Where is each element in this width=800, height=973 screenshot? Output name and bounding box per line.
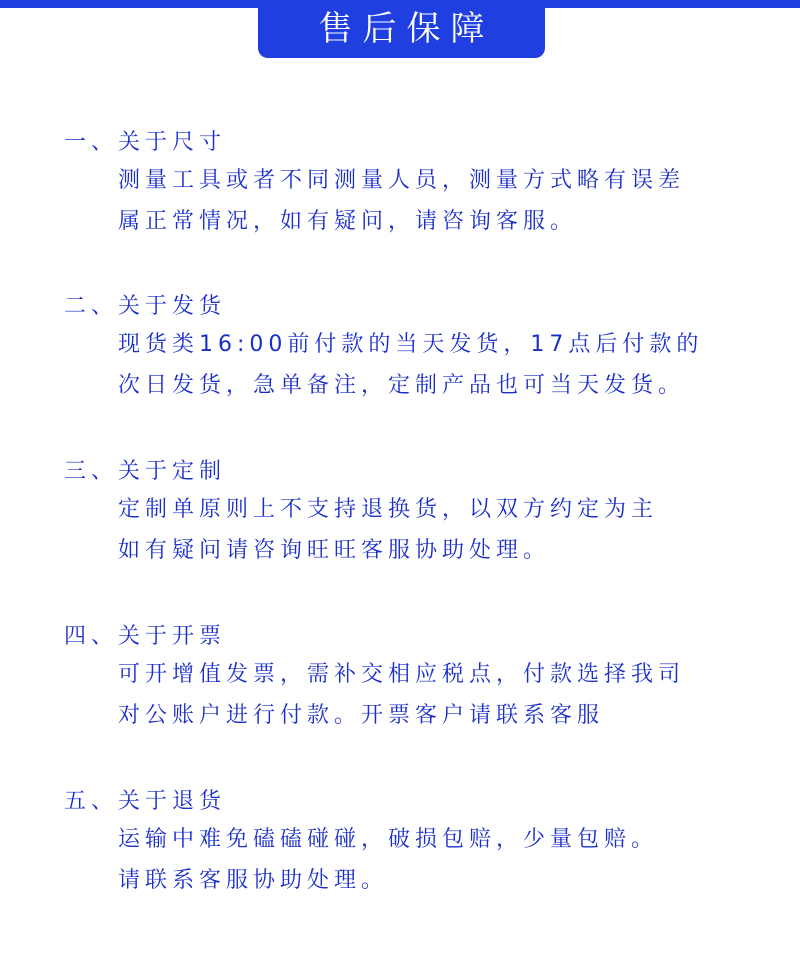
section-text-line: 如有疑问请咨询旺旺客服协助处理。 bbox=[118, 538, 551, 563]
section-heading: 五、关于退货 bbox=[64, 789, 227, 814]
section-text-line: 可开增值发票，需补交相应税点，付款选择我司 bbox=[118, 662, 686, 687]
page-title: 售后保障 bbox=[318, 9, 495, 49]
section-text-line: 定制单原则上不支持退换货，以双方约定为主 bbox=[118, 497, 659, 522]
section-heading: 一、关于尺寸 bbox=[64, 130, 227, 155]
section-heading: 三、关于定制 bbox=[64, 459, 227, 484]
section-text-line: 属正常情况，如有疑问，请咨询客服。 bbox=[118, 209, 578, 234]
section-heading: 二、关于发货 bbox=[64, 294, 227, 319]
section-text-line: 对公账户进行付款。开票客户请联系客服 bbox=[118, 703, 605, 728]
section-text-line: 测量工具或者不同测量人员，测量方式略有误差 bbox=[118, 168, 686, 193]
section-text-line: 请联系客服协助处理。 bbox=[118, 868, 389, 893]
section-text-line: 运输中难免磕磕碰碰，破损包赔，少量包赔。 bbox=[118, 827, 659, 852]
section-text-line: 现货类16:00前付款的当天发货，17点后付款的 bbox=[118, 332, 704, 357]
section-text-line: 次日发货，急单备注，定制产品也可当天发货。 bbox=[118, 373, 686, 398]
section-heading: 四、关于开票 bbox=[64, 624, 227, 649]
